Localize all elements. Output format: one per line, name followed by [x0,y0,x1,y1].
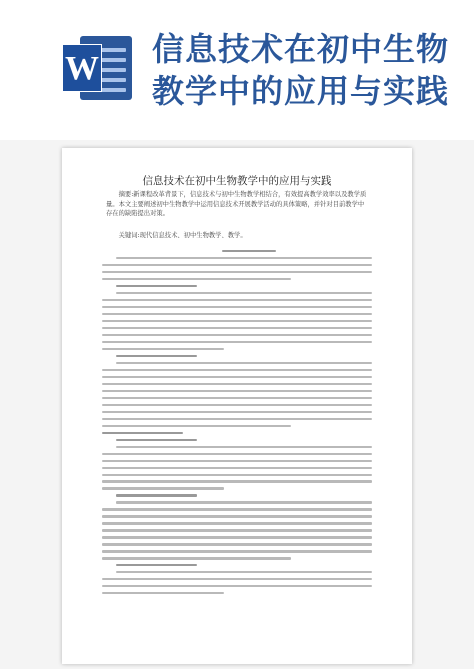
banner-title: 信息技术在初中生物教学中的应用与实践 [152,30,450,110]
document-abstract [106,190,368,219]
document-keywords: 关键词:现代信息技术、初中生物教学、教学。 [118,232,247,239]
word-logo-letter: W [62,44,102,92]
banner [0,0,474,140]
preview-area [0,140,474,669]
abstract-text: 摘要:新课程改革背景下，信息技术与初中生物教学相结合，有效提高教学效率以及教学质量。本文主要阐述初中生物教学中运用信息技术开展教学活动的具体策略，并针对目前教学中存在的缺陷提出对策。 [106,191,367,217]
document-title: 信息技术在初中生物教学中的应用与实践 [142,175,332,187]
document-body [102,250,372,599]
word-document-icon [62,36,132,100]
document-page [62,148,412,664]
